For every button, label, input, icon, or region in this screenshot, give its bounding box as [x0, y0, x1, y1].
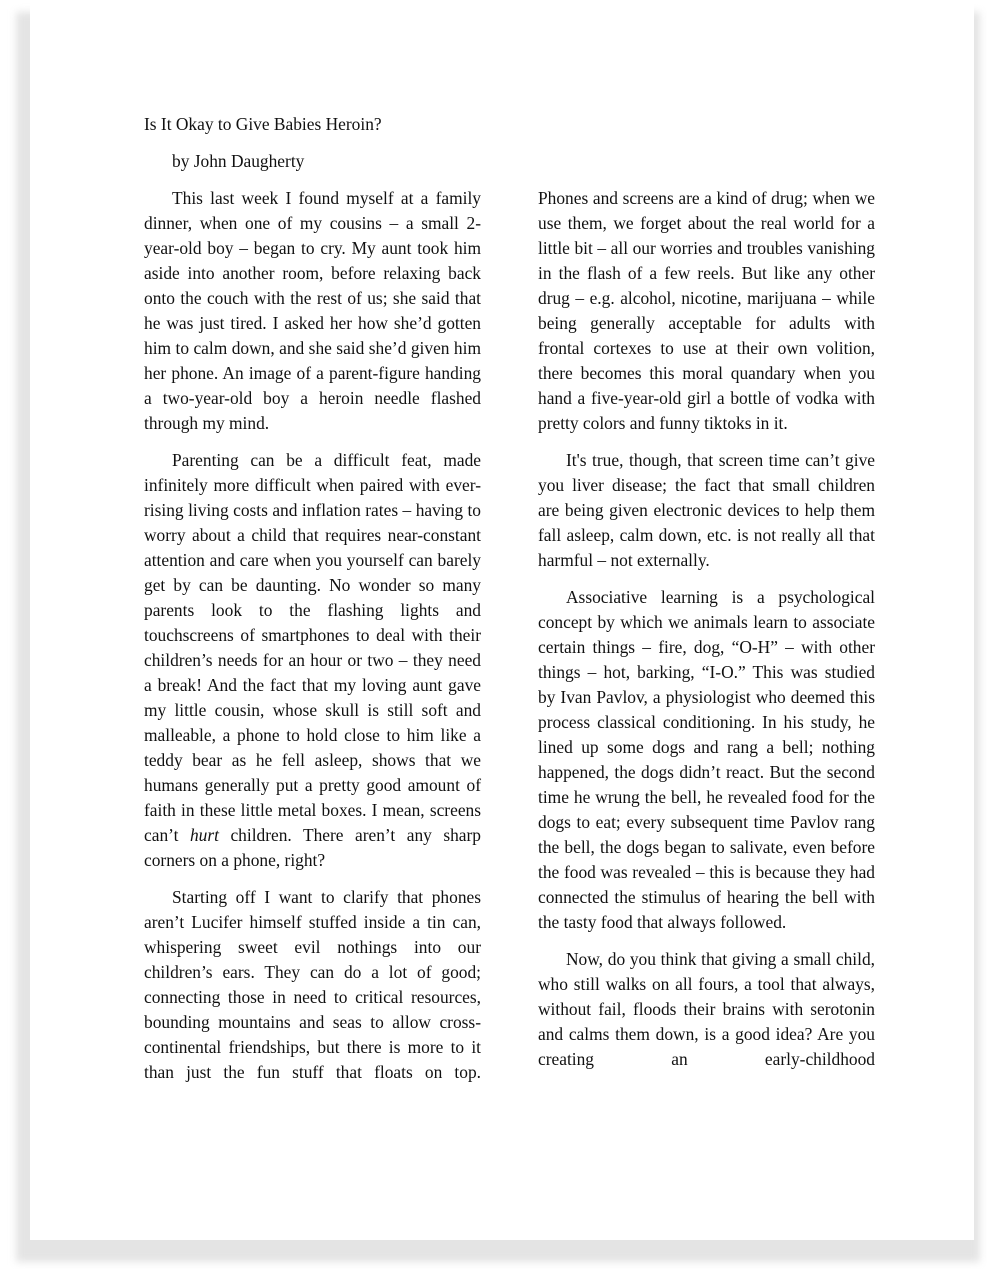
paragraph: This last week I found myself at a family dinner, when one of my cousins – a small 2-year-old boy – began to cry. My aunt took him aside into another room, before relaxing back onto the couch with the rest of us; she said that he was just tired. I asked her how she’d gotten him to calm down, and she said she’d given him her phone. An image of a parent-figure handing a two-year-old boy a heroin needle flashed through my mind.	[144, 188, 481, 433]
right-column	[538, 186, 875, 1097]
paragraph-text: children. There aren’t any sharp corners on a phone, right?	[144, 825, 482, 870]
article-title: Is It Okay to Give Babies Heroin?	[144, 114, 382, 134]
left-column	[144, 186, 481, 1097]
paragraph: Phones and screens are a kind of drug; when we use them, we forget about the real world for a little bit – all our worries and troubles vanishing in the flash of a few reels. But like any other drug – e.g. alcohol, nicotine, marijuana – while being generally acceptable for adults with frontal cortexes to use at their own volition, there becomes this moral quandary when you hand a five-year-old girl a bottle of vodka with pretty colors and funny tiktoks in it.	[538, 188, 875, 433]
document-page	[30, 0, 974, 1240]
page-content	[144, 112, 876, 1097]
paragraph	[144, 448, 481, 873]
paragraph: Associative learning is a psychological concept by which we animals learn to associate certain things – fire, dog, “O-H” – with other things – hot, barking, “I-O.” This was studied by Ivan Pavlov, a physiologist who deemed this process classical conditioning. In his study, he lined up some dogs and rang a bell; nothing happened, the dogs didn’t react. But the second time he wrung the bell, he revealed food for the dogs to eat; every subsequent time Pavlov rang the bell, the dogs began to salivate, even before the food was revealed – this is because they had connected the stimulus of hearing the bell with the tasty food that always followed.	[538, 587, 875, 932]
paragraph: It's true, though, that screen time can’t give you liver disease; the fact that small children are being given electronic devices to help them fall asleep, calm down, etc. is not really all that harmful – not externally.	[538, 450, 875, 570]
paragraph: Starting off I want to clarify that phones aren’t Lucifer himself stuffed inside a tin can, whispering sweet evil nothings into our children’s ears. They can do a lot of good; connecting those in need to critical resources, bounding mountains and seas to allow cross-continental friendships, but there is more to it than just the fun stuff that floats on top.	[144, 887, 481, 1082]
emphasized-text: hurt	[189, 825, 219, 845]
text-columns	[144, 186, 876, 1097]
paragraph-text: Parenting can be a difficult feat, made infinitely more difficult when paired with ever-rising living costs and inflation rates – having to worry about a child that requires near-constant attention and care when you yourself can barely get by can be daunting. No wonder so many parents look to the flashing lights and touchscreens of smartphones to deal with their children’s needs for an hour or two – they need a break! And the fact that my loving aunt gave my little cousin, whose skull is still soft and malleable, a phone to hold close to him like a teddy bear as he fell asleep, shows that we humans generally put a pretty good amount of faith in these little metal boxes. I mean, screens can’t	[144, 450, 481, 845]
article-byline: by John Daugherty	[172, 151, 305, 171]
paragraph: Now, do you think that giving a small child, who still walks on all fours, a tool that always, without fail, floods their brains with serotonin and calms them down, is a good idea? Are you creating an early-childhood	[538, 949, 875, 1069]
